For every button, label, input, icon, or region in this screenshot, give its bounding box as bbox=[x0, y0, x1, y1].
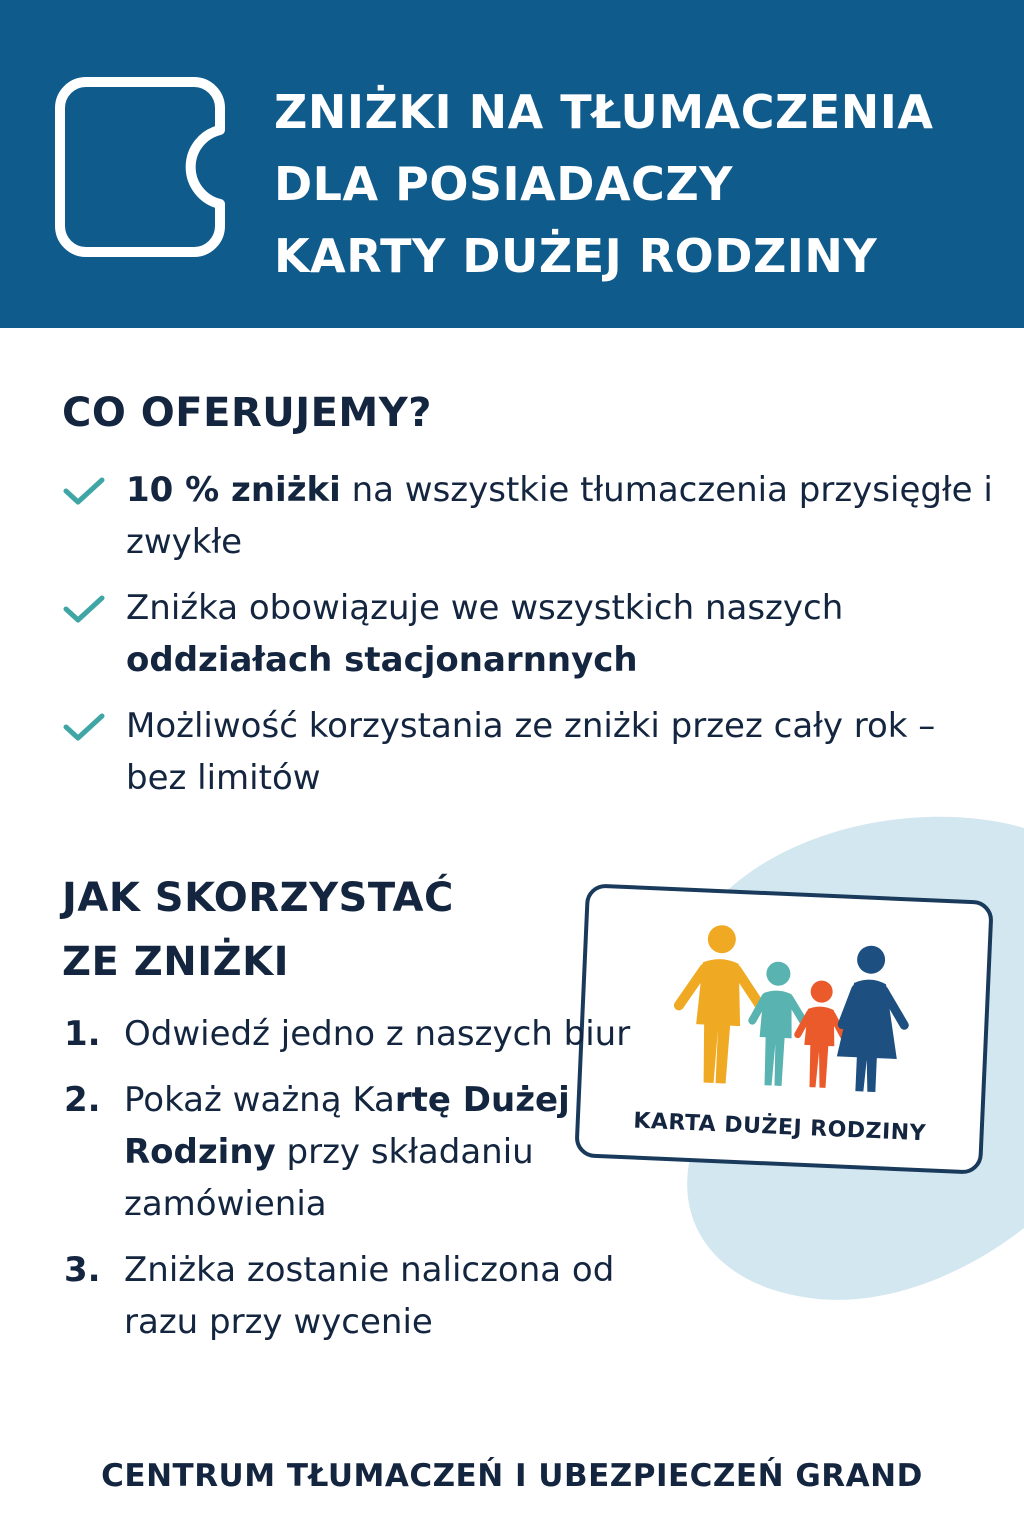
step-item bbox=[62, 1244, 682, 1348]
check-icon bbox=[62, 712, 106, 742]
offer-text: Zniźka obowiązuje we wszystkich naszych bbox=[126, 588, 844, 628]
family-icon bbox=[669, 921, 916, 1099]
step-text: przy składaniu zamówienia bbox=[124, 1132, 534, 1224]
step-highlight: rtę Dużej Rodziny bbox=[124, 1080, 570, 1172]
page-title-line: KARTY DUŻEJ RODZINY bbox=[274, 229, 878, 283]
card-label: KARTA DUŻEJ RODZINY bbox=[632, 1108, 927, 1147]
offer-item bbox=[60, 464, 1000, 568]
offer-highlight: oddziałach stacjonarnnych bbox=[126, 640, 638, 680]
step-text: Odwiedź jedno z naszych biur bbox=[124, 1014, 631, 1054]
page-title bbox=[274, 76, 1014, 292]
step-item bbox=[62, 1074, 682, 1230]
page-title-line: DLA POSIADACZY bbox=[274, 157, 733, 211]
step-number: 2. bbox=[64, 1080, 101, 1120]
offer-item bbox=[60, 582, 1000, 686]
step-number: 3. bbox=[64, 1250, 101, 1290]
how-section-title-line: JAK SKORZYSTAĆ bbox=[62, 875, 454, 921]
offer-text: na wszystkie tłumaczenia przysięgłe i zwykłe bbox=[126, 470, 993, 562]
steps-list bbox=[62, 1008, 682, 1362]
offer-text: Możliwość korzystania ze zniżki przez cały rok – bez limitów bbox=[126, 706, 936, 798]
offer-section-title: CO OFERUJEMY? bbox=[62, 390, 432, 436]
step-text: Zniżka zostanie naliczona od razu przy wycenie bbox=[124, 1250, 615, 1342]
how-section-title-line: ZE ZNIŻKI bbox=[62, 939, 289, 985]
check-icon bbox=[62, 594, 106, 624]
header-banner bbox=[0, 0, 1024, 328]
step-number: 1. bbox=[64, 1014, 101, 1054]
step-text: Pokaż ważną Ka bbox=[124, 1080, 395, 1120]
offer-list bbox=[60, 464, 1000, 818]
offer-highlight: 10 % zniżki bbox=[126, 470, 341, 510]
step-item bbox=[62, 1008, 682, 1060]
footer-company-name: CENTRUM TŁUMACZEŃ I UBEZPIECZEŃ GRAND bbox=[101, 1458, 923, 1494]
check-icon bbox=[62, 476, 106, 506]
card-outline-icon bbox=[52, 74, 228, 260]
how-section-title bbox=[62, 866, 454, 994]
offer-item bbox=[60, 700, 1000, 804]
page-title-line: ZNIŻKI NA TŁUMACZENIA bbox=[274, 85, 934, 139]
